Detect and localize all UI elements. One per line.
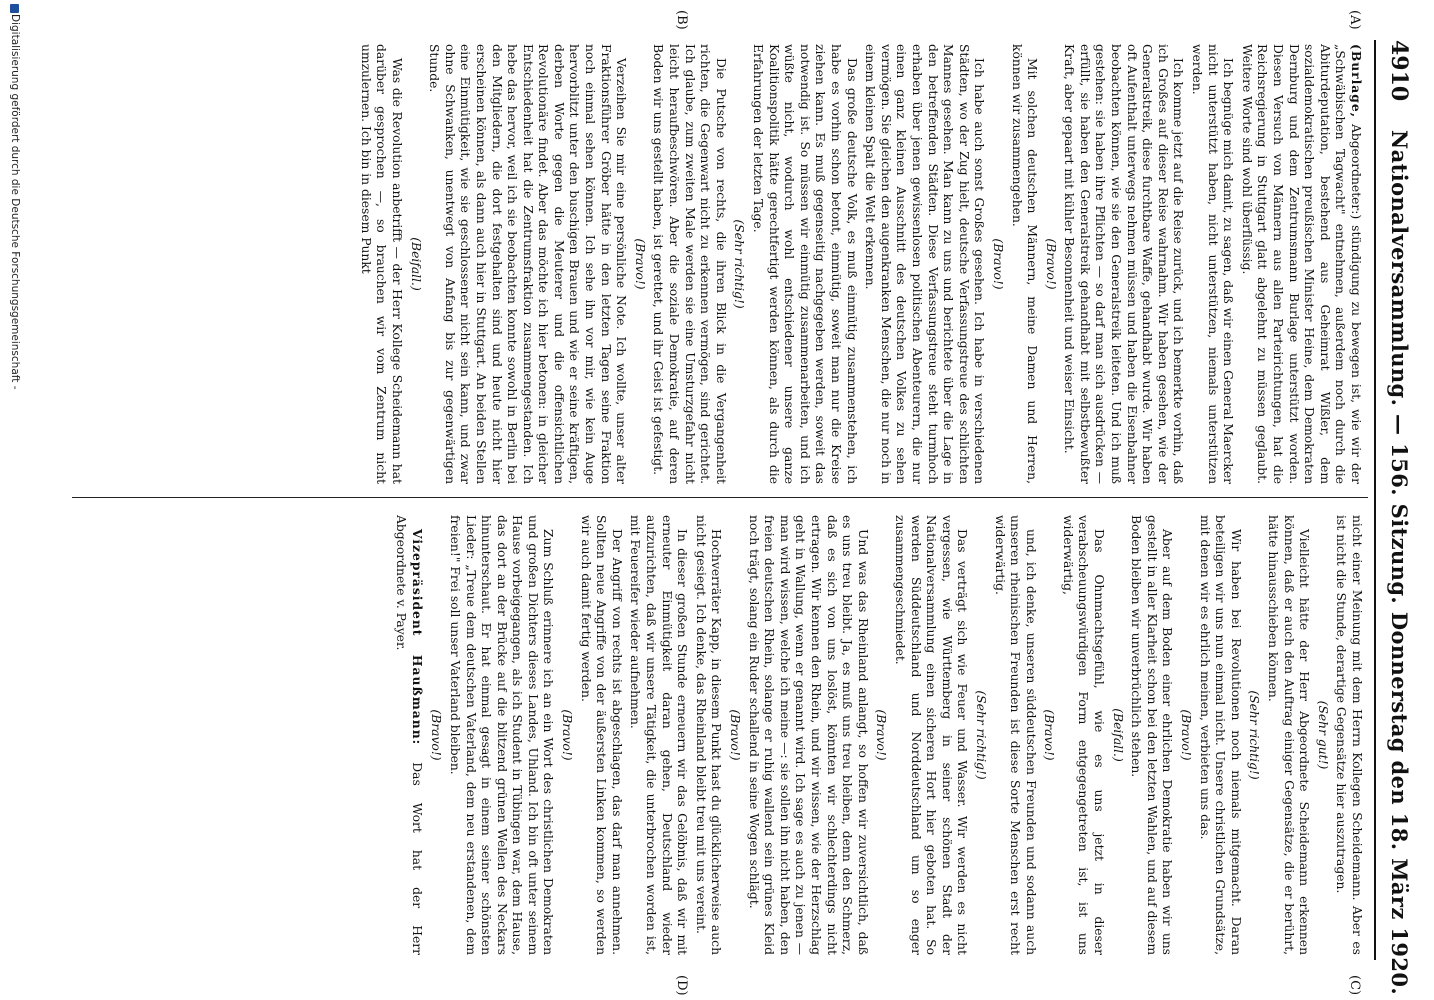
paragraph: Ich komme jetzt auf die Reise zurück, und ich bemerkte vorhin, daß ich Großes auf dieser Reise wahrnahm. Wir haben gesehen, wie der Generalstreik, diese furchtbare Waffe, gehandhabt wurde. Wir haben oft Aufenthalt unterwegs nehmen müssen und haben die Eisenbahner beobachten können, wie sie den Generalstreik leiteten. Und ich muß gestehen: sie haben ihre Pflichten — so darf man sich ausdrücken — erfüllt, sie haben den Generalstreik gehandhabt mit selbstbewußter Kraft, aber gepaart mit kühler Besonnenheit und weiser Einsicht. <box>1062 44 1186 484</box>
paragraph: Mit solchen deutschen Männern, meine Damen und Herren, können wir zusammengehen. <box>1009 44 1040 484</box>
paragraph: Wir haben bei Revolutionen noch niemals mitgemacht. Daran beteiligen wir uns nun einmal nicht. Unsere christlichen Grundsätze, mit denen wir es ehrlich meinen, verbieten uns das. <box>1197 515 1243 955</box>
paragraph: Und was das Rheinland anlangt, so hoffen wir zuversichtlich, daß es uns treu bleibt. Ja, es muß uns treu bleiben, denn den Schmerz, daß es sich von uns loslöst, könnten wir schlechterdings nicht ertragen. Wir kennen den Rhein, und wir wissen, wie der Herzschlag geht in Wallung, wenn er genannt wird. Ich sage es auch zu jenen — man wird wissen, welche ich meine —: sie sollen ihn nicht haben, den freien deutschen Rhein, solange er ruhig wallend sein grünes Kleid noch trägt, solang ein Ruder schallend in seine Wogen schlägt. <box>746 515 870 955</box>
paragraph: Ich begnüge mich damit, zu sagen, daß wir einen General Maercker nicht unterstützt haben, nicht unterstützen, niemals unterstützen werden. <box>1190 44 1236 484</box>
paragraph: Das verträgt sich wie Feuer und Wasser. Wir werden es nicht vergessen, wie Württemberg in seiner schönen Stadt der Nationalversammlung einen sicheren Hort hier geboten hat. So werden Süddeutschland und Norddeutschland um so enger zusammengeschmiedet. <box>892 515 970 955</box>
interjection: (Bravo!) <box>1043 238 1058 290</box>
paragraph: Die Putsche von rechts, die ihren Blick in die Vergangenheit richten, die Gegenwart nicht zu erkennen vermögen, sind gerichtet. Ich glaube, zum zweiten Male werden sie eine Umsturzgefahr nicht leicht heraufbeschwören. Aber die soziale Demokratie, auf deren Boden wir uns gestellt haben, ist gerettet, und ihr Geist ist gefestigt. <box>651 44 728 484</box>
interjection: (Sehr richtig!) <box>973 690 988 780</box>
speaker-name: Vizepräsident Haußmann: <box>409 529 425 746</box>
paragraph: und, ich denke, unseren süddeutschen Freunden und sodann auch unseren rheinischen Freunden ist diese Sorte Menschen erst recht widerwärtig. <box>992 515 1038 955</box>
interjection: (Bravo!) <box>728 709 743 761</box>
interjection: (Bravo!) <box>632 238 647 290</box>
interjection: (Sehr richtig!) <box>1247 690 1262 780</box>
margin-mark-b: (B) <box>674 10 689 30</box>
interjection: (Bravo!) <box>429 709 444 761</box>
interjection: (Bravo!) <box>874 709 889 761</box>
paragraph: Zum Schluß erinnere ich an ein Wort des christlichen Demokraten und großen Dichters dieses Landes, Uhland. Ich bin oft unter seinem Hause vorbeigegangen, als ich Student in Tübingen war, dem Hause, das dort an der Brücke auf die blitzend grünen Wellen des Neckars hinunterschaut. Er hat einmal gesagt in einem seiner schönsten Lieder: „Treue dem deutschen Vaterland, dem neu erstandenen, dem freien!" Frei soll unser Vaterland bleiben. <box>447 515 556 955</box>
footer <box>6 0 28 1000</box>
interjection: (Sehr richtig!) <box>732 219 747 309</box>
margin-mark-c: (C) <box>1347 975 1362 996</box>
interjection: (Bravo!) <box>1042 709 1057 761</box>
page-number: 4910 <box>1386 40 1412 102</box>
paragraph: Vizepräsident Haußmann: Das Wort hat der Herr Abgeordnete v. Payer. <box>394 515 425 955</box>
interjection: (Bravo!) <box>560 709 575 761</box>
paragraph: Ich habe auch sonst Großes gesehen. Ich habe in verschiedenen Städten, wo der Zug hielt, deutsche Verfassungstreue des schlichten Mannes gesehen. Man kann zu uns und berichtete über die Lage in den betreffenden Städten. Diese Verfassungstreue steht turmhoch erhaben über jenen gewissenlosen politischen Abenteurern, die nur einen ganz kleinen Ausschnitt des deutschen Volkes zu sehen vermögen. Sie gleichen den augenkranken Menschen, die nur noch in einem kleinen Spalt die Welt erkennen. <box>863 44 987 484</box>
right-column <box>72 515 1364 955</box>
paragraph: Der Angriff von rechts ist abgeschlagen, das darf man annehmen. Sollten neue Angriffe von der äußersten Linken kommen, so werden wir auch damit fertig werden. <box>578 515 624 955</box>
paragraph: Was die Revolution anbetrifft — der Herr Kollege Scheidemann hat darüber gesprochen —, so brauchen wir vom Zentrum nicht umzulernen. Ich bin in diesem Punkt <box>358 44 404 484</box>
paragraph: Vielleicht hätte der Herr Abgeordnete Scheidemann erkennen können, daß er auch den Auftrag einiger Gegensätze, die er berührt, hätte hinausschieben können. <box>1266 515 1312 955</box>
dfg-logo <box>10 4 19 13</box>
digitization-credit: Digitalisierung gefördert durch die Deutsche Forschungsgemeinschaft - <box>9 14 21 390</box>
interjection: (Beifall.) <box>1110 708 1125 762</box>
paragraph: In dieser großen Stunde erneuern wir das Gelöbnis, daß wir mit erneuter Einmütigkeit daran gehen, Deutschland wieder aufzurichten, daß wir unsere Tätigkeit, die unterbrochen worden ist, mit Feuereifer wieder aufnehmen. <box>628 515 690 955</box>
margin-mark-d: (D) <box>674 975 689 996</box>
speaker-name: (Burlage, <box>1349 44 1364 118</box>
paragraph: (Burlage, Abgeordneter:) stündigung zu bewegen ist, wie wir der „Schwäbischen Tagwacht" entnehmen, außerdem noch durch die Abiturdeputation, bestehend aus Geheimrat Wißler, dem sozialdemokratischen preußischen Minister Heine, dem Demokraten Dernburg und dem Zentrumsmann Burlage unterstützt worden. Diesen Versuch von Männern aus allen Parteirichtungen, hat die Reichsregierung in Stuttgart glatt abgelehnt zu müssen geglaubt. Weitere Worte sind wohl überflüssig. <box>1239 44 1364 484</box>
page-title: Nationalversammlung. — 156. Sitzung. Donnerstag den 18. März 1920. <box>1387 130 1412 996</box>
left-column <box>72 44 1364 484</box>
interjection: (Bravo!) <box>990 238 1005 290</box>
interjection: (Beifall.) <box>408 237 423 291</box>
paragraph: Verzeihen Sie mir eine persönliche Note. Ich wollte, unser alter Fraktionsführer Gröber hätte in den letzten Tagen seine Fraktion noch einmal sehen können. Ich sehe ihn vor mir, wie kein Auge hervorblitzt unter den buschigen Brauen und wie er seine kräftigen, derben Worte gegen die Meuterer und die offensichtlichen Revolutionäre findet. Aber das möchte ich hier betonen: in gleicher Entschiedenheit hat die Zentrumsfraktion zusammengestanden. Ich hebe das hervor, weil ich sie beobachten konnte sowohl in Berlin bei den Mitgliedern, die dort festgehalten sind und heute nicht hier erscheinen können, als dann auch hier in Stuttgart. An beiden Stellen eine Einmütigkeit, wie sie geschlossener nicht sein kann, und zwar ohne Schwanken, unentwegt von Anfang bis zur gegenwärtigen Stunde. <box>427 44 629 484</box>
interjection: (Bravo!) <box>1179 709 1194 761</box>
paragraph: Aber auf dem Boden einer ehrlichen Demokratie haben wir uns gestellt in aller Klarheit schon bei den letzten Wahlen, und auf diesem Boden bleiben wir unverbrüchlich stehen. <box>1129 515 1175 955</box>
page-header <box>1374 40 1420 996</box>
paragraph: Das große deutsche Volk, es muß einmütig zusammenstehen, ich habe es vorhin schon betont, einmütig, soweit man nur die Kreise ziehen kann. Es muß gegenseitig nachgegeben werden, soweit das notwendig ist. So müssen wir einmütig zusammenarbeiten, und ich wüßte nicht, wodurch wohl entschiedener unsere ganze Koalitionspolitik hätte gerechtfertigt werden können, als durch die Erfahrungen der letzten Tage. <box>751 44 859 484</box>
paragraph: Hochverräter Kapp, in diesem Punkt hast du glücklicherweise auch nicht gesiegt. Ich denke, das Rheinland bleibt treu mit uns vereint. <box>693 515 724 955</box>
column-divider <box>72 497 1368 498</box>
paragraph: Das Ohnmachtsgefühl, wie es uns jetzt in dieser verabscheuungswürdigen Form entgegengetreten ist, ist uns widerwärtig, <box>1060 515 1107 955</box>
interjection: (Sehr gut!) <box>1315 700 1330 770</box>
paragraph: nicht einer Meinung mit dem Herrn Kollegen Scheidemann. Aber es ist nicht die Stunde, derartige Gegensätze hier auszutragen. <box>1334 515 1364 955</box>
margin-mark-a: (A) <box>1347 10 1362 30</box>
